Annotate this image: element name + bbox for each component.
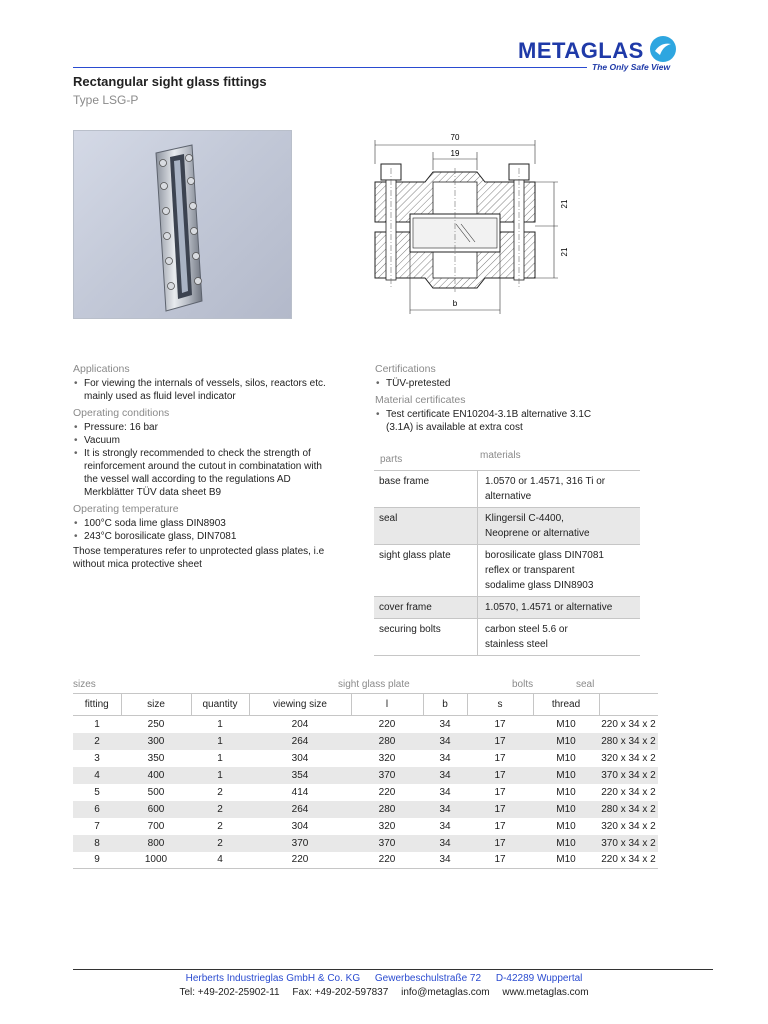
- table-cell: 1: [217, 718, 223, 730]
- table-row: [73, 818, 658, 835]
- table-cell: 1: [217, 752, 223, 764]
- table-row: [374, 596, 640, 618]
- technical-drawing: [358, 128, 573, 320]
- table-cell: 220 x 34 x 2: [601, 718, 656, 730]
- table-cell: 700: [147, 820, 165, 832]
- table-cell: 320 x 34 x 2: [601, 820, 656, 832]
- table-cell: 280: [351, 733, 423, 750]
- table-row: [73, 767, 658, 784]
- applications-label: Applications: [73, 363, 130, 375]
- table-cell: 2: [217, 786, 223, 798]
- table-cell: 34: [439, 752, 451, 764]
- col-viewing-size: viewing size: [249, 694, 351, 716]
- operating-temperature-label: Operating temperature: [73, 503, 179, 515]
- table-cell: 370: [351, 767, 423, 784]
- table-cell: 2: [73, 733, 121, 750]
- list-item: • 100°C soda lime glass DIN8903: [73, 517, 335, 530]
- table-cell: 370: [249, 835, 351, 852]
- col-quantity: quantity: [191, 694, 249, 716]
- table-cell: 2: [191, 801, 249, 818]
- sizes-group-label: sizes: [73, 679, 96, 690]
- table-row: [73, 750, 658, 767]
- table-cell: 370: [351, 835, 423, 852]
- col-l: l: [351, 694, 423, 716]
- table-row: [73, 801, 658, 818]
- list-item: • TÜV-pretested: [375, 377, 645, 390]
- table-row: [374, 470, 640, 507]
- table-cell: 800: [121, 835, 191, 852]
- left-column: [73, 363, 335, 571]
- sizes-table: [73, 693, 658, 869]
- table-cell: M10: [556, 718, 576, 730]
- table-cell: 300: [121, 733, 191, 750]
- table-cell: 17: [467, 835, 533, 852]
- footer-tel: Tel: +49-202-25902-11: [179, 987, 280, 998]
- dim-b: b: [452, 299, 458, 308]
- sizes-header-row: [73, 694, 658, 716]
- table-cell: 34: [439, 786, 451, 798]
- table-cell: 1: [191, 767, 249, 784]
- part-cell: base frame: [379, 476, 430, 487]
- table-cell: 304: [291, 752, 309, 764]
- dim-opening-19: 19: [450, 149, 460, 158]
- table-cell: 1: [94, 718, 100, 730]
- table-cell: 400: [121, 767, 191, 784]
- temperature-note: Those temperatures refer to unprotected glass plates, i.e without mica protective sheet: [73, 546, 325, 570]
- material-cell: Klingersil C-4400, Neoprene or alternative: [477, 508, 640, 544]
- table-cell: 414: [291, 786, 309, 798]
- table-cell: M10: [533, 852, 599, 869]
- footer-city: D-42289 Wuppertal: [495, 973, 583, 984]
- page-title: Rectangular sight glass fittings: [73, 74, 267, 89]
- bolts-group-label: bolts: [512, 679, 534, 690]
- table-row: [73, 733, 658, 750]
- table-cell: 8: [73, 835, 121, 852]
- table-cell: 220 x 34 x 2: [599, 852, 658, 869]
- footer-address: [0, 973, 768, 984]
- dim-width-70: 70: [450, 133, 460, 142]
- table-cell: 264: [249, 733, 351, 750]
- table-cell: 34: [423, 733, 467, 750]
- table-cell: 34: [423, 767, 467, 784]
- table-cell: 3: [94, 752, 100, 764]
- footer-fax: Fax: +49-202-597837: [292, 987, 389, 998]
- metaglas-logo: [518, 34, 688, 74]
- material-cell: carbon steel 5.6 or stainless steel: [477, 619, 640, 655]
- parts-materials-table: [374, 450, 640, 656]
- table-cell: M10: [533, 767, 599, 784]
- table-cell: 4: [191, 852, 249, 869]
- table-cell: 250: [147, 718, 165, 730]
- table-row: [73, 835, 658, 852]
- table-cell: 34: [423, 835, 467, 852]
- table-cell: M10: [556, 786, 576, 798]
- table-cell: 280: [351, 801, 423, 818]
- table-cell: 34: [423, 801, 467, 818]
- list-item: • 243°C borosilicate glass, DIN7081: [73, 530, 335, 543]
- table-cell: 500: [147, 786, 165, 798]
- table-cell: 600: [121, 801, 191, 818]
- sight-glass-plate-group-label: sight glass plate: [338, 679, 410, 690]
- dim-height-bottom-21: 21: [560, 247, 569, 257]
- logo-wordmark: METAGLAS: [518, 38, 644, 63]
- part-cell: sight glass plate: [379, 550, 451, 561]
- table-cell: 2: [191, 835, 249, 852]
- table-cell: 354: [249, 767, 351, 784]
- footer-rule: [73, 969, 713, 970]
- table-cell: 17: [494, 752, 506, 764]
- table-cell: 370 x 34 x 2: [599, 767, 658, 784]
- table-cell: 17: [467, 733, 533, 750]
- table-cell: M10: [533, 733, 599, 750]
- material-certificates-list: [375, 408, 645, 434]
- table-cell: 1000: [121, 852, 191, 869]
- logo-swoosh-icon: [648, 34, 678, 64]
- table-row: [73, 784, 658, 801]
- table-row: [374, 544, 640, 596]
- col-fitting: fitting: [73, 694, 121, 716]
- footer-email[interactable]: info@metaglas.com: [401, 987, 490, 998]
- certifications-list: [375, 377, 645, 390]
- sizes-table-body: [73, 716, 658, 869]
- table-cell: 370 x 34 x 2: [599, 835, 658, 852]
- footer-web[interactable]: www.metaglas.com: [502, 987, 589, 998]
- table-cell: 17: [467, 767, 533, 784]
- list-item: • Test certificate EN10204-3.1B alternative 3.1C (3.1A) is available at extra cost: [375, 408, 615, 434]
- table-cell: 4: [73, 767, 121, 784]
- table-cell: 304: [291, 820, 309, 832]
- operating-temperature-list: [73, 517, 335, 543]
- table-cell: 320: [378, 752, 396, 764]
- table-cell: 320: [378, 820, 396, 832]
- table-cell: 350: [147, 752, 165, 764]
- parts-table-body: [374, 470, 640, 656]
- table-cell: 220 x 34 x 2: [601, 786, 656, 798]
- materials-header: materials: [480, 450, 521, 461]
- dim-height-top-21: 21: [560, 199, 569, 209]
- list-item: • Pressure: 16 bar: [73, 421, 335, 434]
- material-cell: 1.0570 or 1.4571, 316 Ti or alternative: [477, 471, 640, 507]
- table-cell: 17: [467, 801, 533, 818]
- table-cell: 6: [73, 801, 121, 818]
- sight-glass-fitting-image: [74, 131, 292, 319]
- header-rule: [73, 67, 587, 68]
- table-cell: 220: [249, 852, 351, 869]
- table-cell: 220: [378, 786, 396, 798]
- table-cell: 17: [494, 786, 506, 798]
- table-cell: 220: [378, 718, 396, 730]
- table-cell: 34: [423, 852, 467, 869]
- table-row: [73, 852, 658, 869]
- table-cell: 2: [217, 820, 223, 832]
- seal-group-label: seal: [576, 679, 595, 690]
- table-cell: 34: [439, 820, 451, 832]
- material-cell: borosilicate glass DIN7081 reflex or transparent sodalime glass DIN8903: [477, 545, 640, 596]
- footer-street: Gewerbeschulstraße 72: [374, 973, 482, 984]
- footer-company: Herberts Industrieglas GmbH & Co. KG: [185, 973, 361, 984]
- logo-tagline: The Only Safe View: [592, 62, 671, 72]
- col-thread: thread: [533, 694, 599, 716]
- part-cell: securing bolts: [379, 624, 441, 635]
- table-cell: M10: [533, 835, 599, 852]
- applications-list: [73, 377, 335, 403]
- right-column: [375, 363, 645, 434]
- col-size: size: [121, 694, 191, 716]
- table-cell: 17: [467, 852, 533, 869]
- col-seal: [599, 694, 658, 716]
- certifications-label: Certifications: [375, 363, 436, 375]
- material-certificates-label: Material certificates: [375, 394, 466, 406]
- table-cell: M10: [556, 752, 576, 764]
- footer-contact: [0, 987, 768, 998]
- table-cell: 280 x 34 x 2: [599, 733, 658, 750]
- product-photo: [73, 130, 292, 319]
- table-cell: M10: [533, 801, 599, 818]
- list-item: • Vacuum: [73, 434, 335, 447]
- page-subtitle: Type LSG-P: [73, 93, 139, 107]
- table-cell: M10: [556, 820, 576, 832]
- table-cell: 264: [249, 801, 351, 818]
- table-cell: 17: [494, 820, 506, 832]
- operating-conditions-label: Operating conditions: [73, 407, 170, 419]
- table-row: [374, 507, 640, 544]
- operating-conditions-list: [73, 421, 335, 499]
- table-cell: 5: [94, 786, 100, 798]
- table-cell: 34: [439, 718, 451, 730]
- table-cell: 1: [191, 733, 249, 750]
- list-item: • It is strongly recommended to check the strength of reinforcement around the cutout in combinatation with the vessel wall according to the regulations AD Merkblätter TÜV data sheet B9: [73, 447, 335, 499]
- table-cell: 280 x 34 x 2: [599, 801, 658, 818]
- table-cell: 204: [291, 718, 309, 730]
- part-cell: seal: [379, 513, 398, 524]
- part-cell: cover frame: [379, 602, 432, 613]
- list-item: • For viewing the internals of vessels, silos, reactors etc. mainly used as fluid level indicator: [73, 377, 335, 403]
- material-cell: 1.0570, 1.4571 or alternative: [477, 597, 640, 618]
- col-s: s: [467, 694, 533, 716]
- table-cell: 9: [73, 852, 121, 869]
- table-cell: 320 x 34 x 2: [601, 752, 656, 764]
- table-row: [73, 716, 658, 733]
- parts-header: parts: [380, 454, 403, 465]
- parts-table-header: [374, 450, 640, 470]
- table-row: [374, 618, 640, 655]
- col-b: b: [423, 694, 467, 716]
- table-cell: 7: [94, 820, 100, 832]
- table-cell: 17: [494, 718, 506, 730]
- table-cell: 220: [351, 852, 423, 869]
